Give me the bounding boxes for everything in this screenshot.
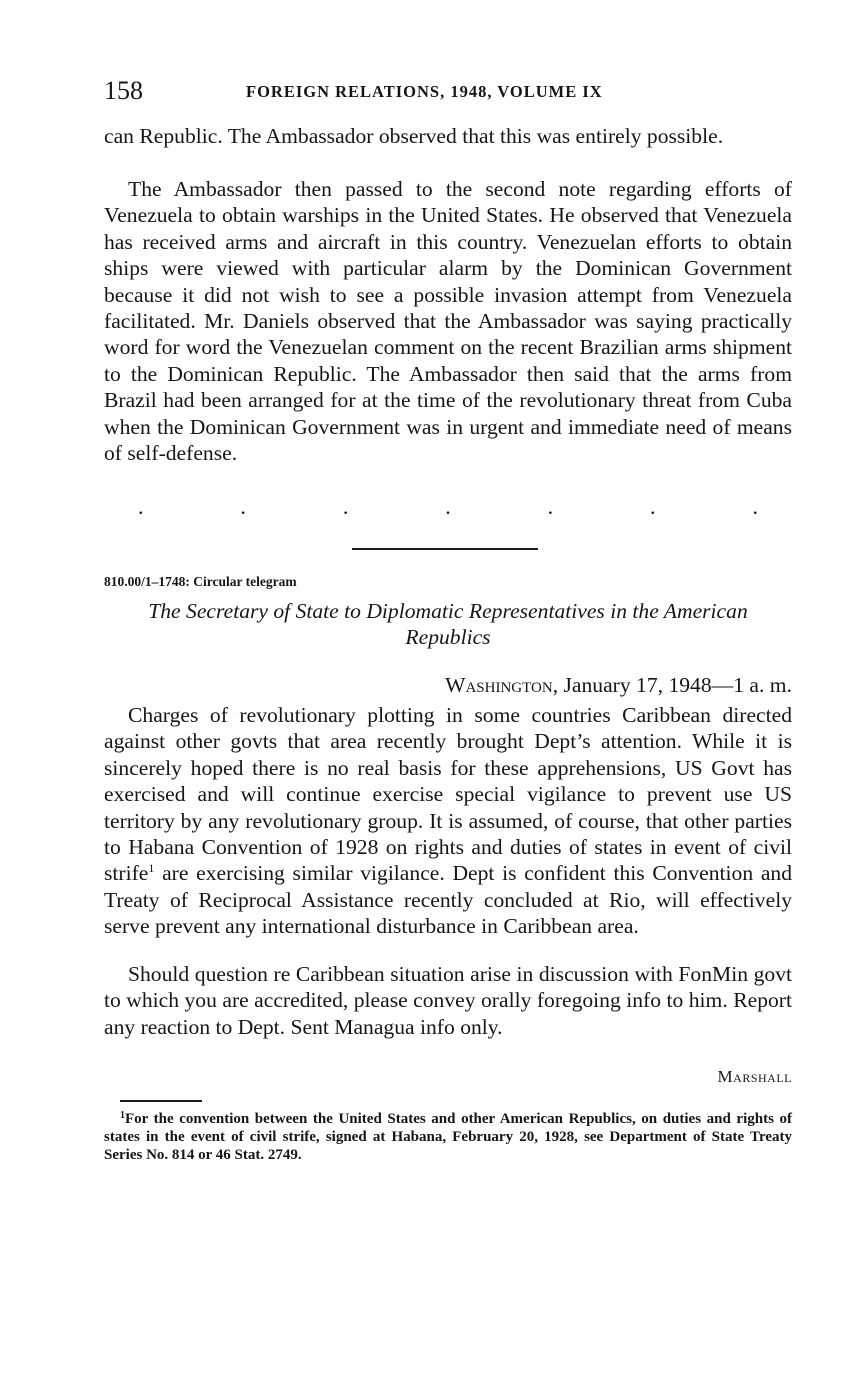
document-file-reference xyxy=(104,573,297,591)
omission-dots xyxy=(138,494,758,520)
dateline xyxy=(445,672,792,698)
telegram-paragraph: Should question re Caribbean situation arise in discussion with FonMin govt to which you are accredited, please convey orally foregoing info to him. Report any reaction to Dept. Sent Managua info only. xyxy=(104,962,792,1039)
telegram-paragraph xyxy=(104,702,792,940)
omission-dot: . xyxy=(138,494,144,519)
running-title: FOREIGN RELATIONS, 1948, VOLUME IX xyxy=(246,82,603,101)
continued-paragraph: can Republic. The Ambassador observed that this was entirely possible. xyxy=(104,124,724,148)
footnote-reference: 1 xyxy=(148,861,155,876)
footnote xyxy=(104,1110,792,1164)
body-paragraph: The Ambassador then passed to the second note regarding efforts of Venezuela to obtain warships in the United States. He observed that Venezuela has received arms and aircraft in this country. Venezuelan efforts to obtain ships were viewed with particular alarm by the Dominican Government because it did not wish to see a possible invasion attempt from Venezuela facilitated. Mr. Daniels observed that the Ambassador was saying practically word for word the Venezuelan comment on the recent Brazilian arms shipment to the Dominican Republic. The Ambassador then said that the arms from Brazil had been arranged for at the time of the revolutionary threat from Cuba when the Dominican Government was in urgent and immediate need of means of self-defense. xyxy=(104,177,792,466)
dateline-place: Washington xyxy=(445,673,553,697)
footnote-text: For the convention between the United States and other American Republics, on duties and rights of states in the event of civil strife, signed at Habana, February 20, 1928, see Department of State Treaty Series No. 814 or 46 Stat. 2749. xyxy=(104,1111,792,1163)
file-number: 810.00/1–1748 xyxy=(104,574,186,589)
document-type: : Circular telegram xyxy=(185,574,297,589)
telegram-text-before-note: Charges of revolutionary plotting in some countries Caribbean directed against other govts that area recently brought Dept’s attention. While it is sincerely hoped there is no real basis for these apprehensions, US Govt has exercised and will continue exercise special vigilance to prevent use US territory by any revolutionary group. It is assumed, of course, that other parties to Habana Convention of 1928 on rights and duties of states in event of civil strife xyxy=(104,703,792,886)
footnote-divider xyxy=(120,1100,202,1102)
omission-dot: . xyxy=(650,494,656,519)
omission-dot: . xyxy=(547,494,554,519)
signature: Marshall xyxy=(717,1067,792,1086)
footnote-marker: 1 xyxy=(120,1110,125,1121)
omission-dot: . xyxy=(342,494,349,519)
omission-dot: . xyxy=(752,494,758,519)
running-head xyxy=(104,74,792,108)
telegram-text-after-note: are exercising similar vigilance. Dept is confident this Convention and Treaty of Reciprocal Assistance recently concluded at Rio, will effectively serve prevent any international disturbance in Caribbean area. xyxy=(104,861,792,939)
omission-dot: . xyxy=(240,494,246,519)
dateline-date: , January 17, 1948—1 a. m. xyxy=(552,673,792,697)
document-page xyxy=(104,0,792,1380)
section-divider xyxy=(352,548,538,550)
omission-dot: . xyxy=(445,494,451,519)
page-number: 158 xyxy=(104,76,143,105)
document-title: The Secretary of State to Diplomatic Representatives in the American Republics xyxy=(148,599,748,649)
